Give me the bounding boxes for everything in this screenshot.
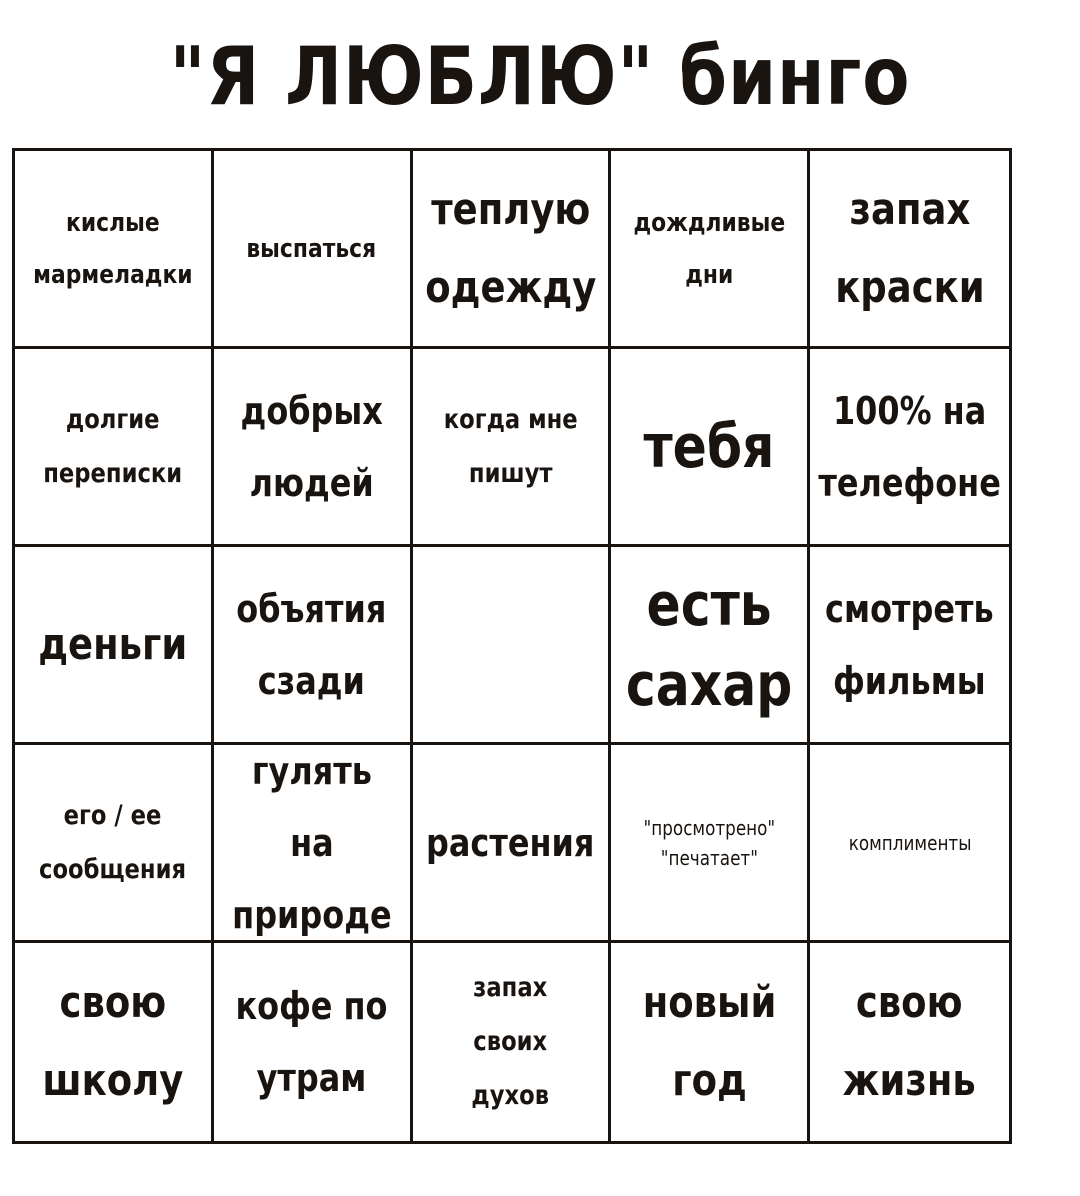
bingo-cell[interactable] xyxy=(413,547,612,745)
bingo-cell-label: дождливые дни xyxy=(633,207,786,290)
bingo-cell[interactable] xyxy=(413,349,612,547)
bingo-cell-label: кислые мармеладки xyxy=(33,207,193,290)
bingo-cell[interactable] xyxy=(810,349,1009,547)
bingo-cell-label: запах своих духов xyxy=(471,972,550,1111)
bingo-cell-label: добрых людей xyxy=(240,388,383,505)
bingo-cell[interactable] xyxy=(214,943,413,1141)
bingo-cell[interactable] xyxy=(611,547,810,745)
bingo-cell-label: когда мне пишут xyxy=(443,403,578,489)
bingo-cell[interactable] xyxy=(15,547,214,745)
bingo-cell-label: гулять на природе xyxy=(231,748,392,937)
bingo-cell[interactable] xyxy=(810,151,1009,349)
bingo-cell-label: "просмотрено" "печатает" xyxy=(643,815,776,870)
bingo-cell[interactable] xyxy=(611,943,810,1141)
bingo-cell-label: есть сахар xyxy=(626,569,793,720)
bingo-cell[interactable] xyxy=(413,745,612,943)
bingo-cell-label: деньги xyxy=(38,618,188,670)
bingo-cell-label: запах краски xyxy=(834,183,985,313)
bingo-grid xyxy=(12,148,1012,1144)
bingo-cell-label: новый год xyxy=(642,977,777,1106)
bingo-cell-label: долгие переписки xyxy=(43,403,183,489)
bingo-cell[interactable] xyxy=(810,547,1009,745)
bingo-cell-label: теплую одежду xyxy=(424,183,597,313)
bingo-cell[interactable] xyxy=(611,745,810,943)
bingo-cell-label: 100% на телефоне xyxy=(818,388,1001,505)
bingo-cell[interactable] xyxy=(810,943,1009,1141)
bingo-cell-label: свою школу xyxy=(42,977,184,1106)
bingo-cell[interactable] xyxy=(413,151,612,349)
bingo-cell[interactable] xyxy=(15,349,214,547)
bingo-cell[interactable] xyxy=(611,151,810,349)
bingo-cell[interactable] xyxy=(611,349,810,547)
bingo-cell[interactable] xyxy=(15,745,214,943)
bingo-cell-label: тебя xyxy=(643,411,775,482)
bingo-cell[interactable] xyxy=(214,349,413,547)
bingo-cell[interactable] xyxy=(810,745,1009,943)
bingo-cell[interactable] xyxy=(413,943,612,1141)
bingo-cell-label: выспаться xyxy=(246,233,377,264)
bingo-cell[interactable] xyxy=(214,151,413,349)
bingo-cell-label: кофе по утрам xyxy=(235,984,388,1100)
page-title: "Я ЛЮБЛЮ" бинго xyxy=(169,30,911,123)
bingo-cell-label: свою жизнь xyxy=(843,977,977,1106)
bingo-cell[interactable] xyxy=(15,151,214,349)
bingo-cell-label: смотреть фильмы xyxy=(825,586,994,703)
bingo-cell-label: объятия сзади xyxy=(236,586,387,703)
bingo-cell-label: растения xyxy=(426,820,595,865)
bingo-cell[interactable] xyxy=(214,745,413,943)
bingo-cell-label: комплименты xyxy=(848,830,971,855)
bingo-cell[interactable] xyxy=(15,943,214,1141)
bingo-cell-label: его / ее сообщения xyxy=(39,799,187,885)
bingo-cell[interactable] xyxy=(214,547,413,745)
